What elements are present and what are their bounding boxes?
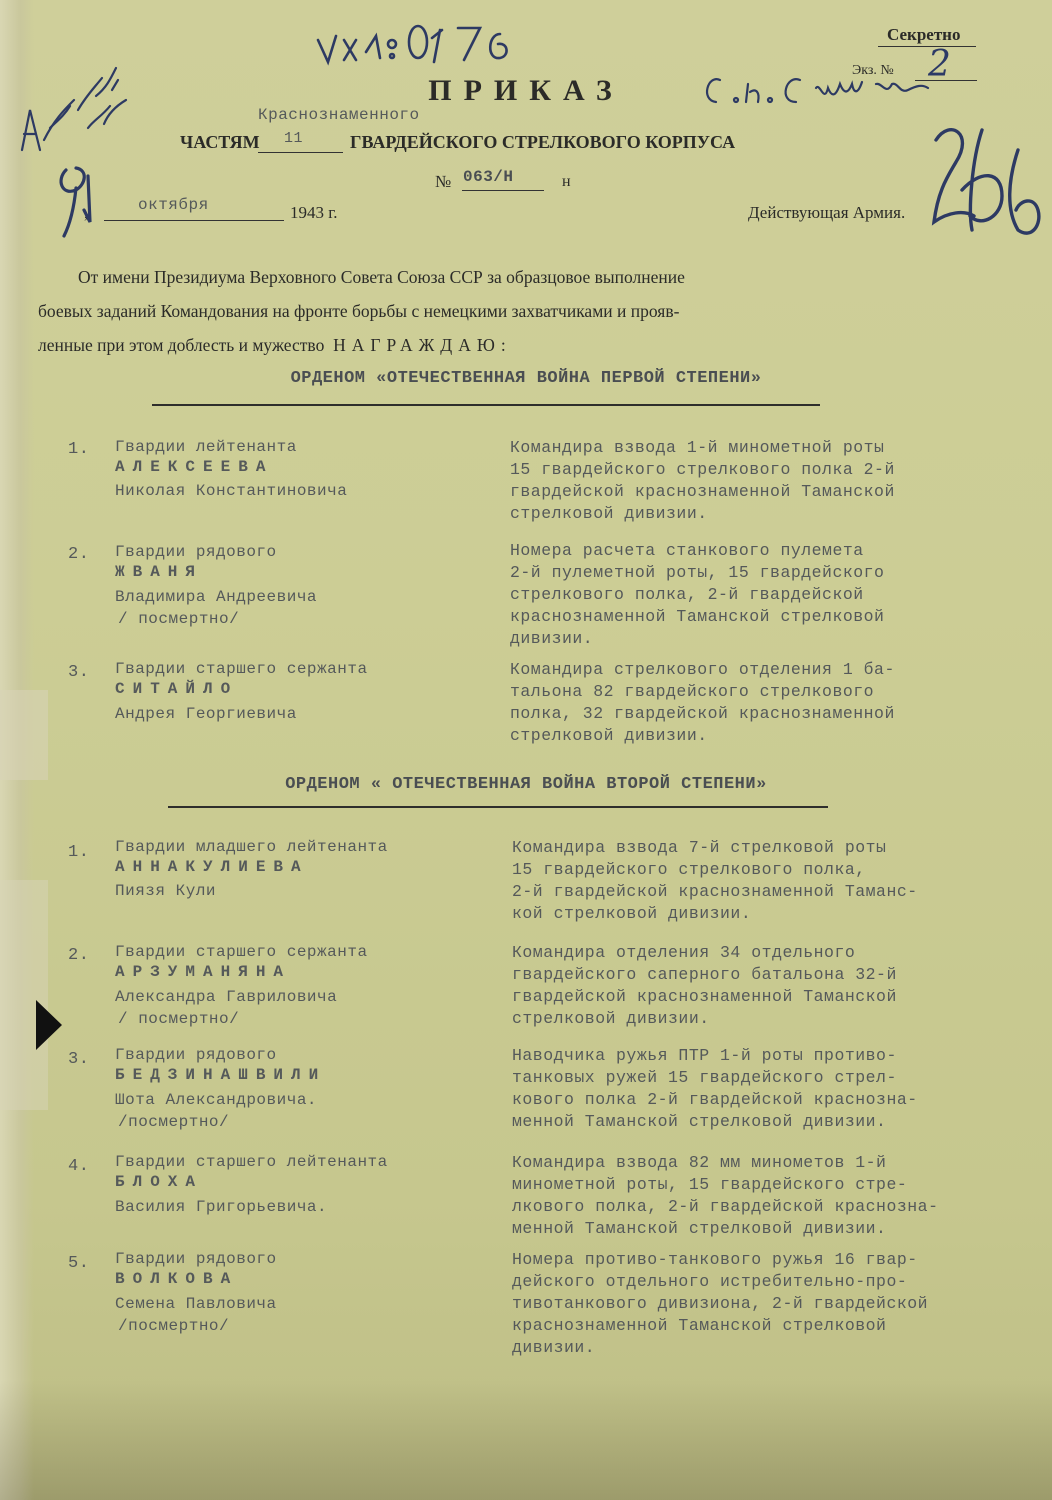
entry-rank: Гвардии рядового: [115, 1046, 277, 1064]
corps-adjective: Краснознаменного: [258, 106, 420, 124]
entry-rank: Гвардии лейтенанта: [115, 438, 297, 456]
entry-description-line: краснознаменной Таманской стрелковой: [510, 607, 885, 626]
entry-surname: ВОЛКОВА: [115, 1270, 239, 1288]
entry-description-line: стрелковой дивизии.: [510, 726, 708, 745]
entry-surname: АННАКУЛИЕВА: [115, 858, 309, 876]
entry-posthumous: /посмертно/: [118, 1113, 230, 1131]
entry-description-line: стрелкового полка, 2-й гвардейской: [510, 585, 864, 604]
entry-name: Семена Павловича: [115, 1295, 277, 1313]
intro-paragraph: [38, 260, 998, 362]
order-heading: ОРДЕНОМ « ОТЕЧЕСТВЕННАЯ ВОЙНА ВТОРОЙ СТЕПЕНИ»: [285, 775, 767, 794]
entry-number: 3.: [68, 1050, 90, 1069]
intro-line: боевых заданий Командования на фронте борьбы с немецкими захватчиками и прояв-: [38, 301, 680, 321]
entry-rank: Гвардии рядового: [115, 1250, 277, 1268]
entry-number: 2.: [68, 946, 90, 965]
entry-description-line: дивизии.: [512, 1338, 596, 1357]
page-title: ПРИКАЗ: [428, 74, 624, 107]
entry-description-line: 15 гвардейского стрелкового полка 2-й: [510, 460, 895, 479]
entry-name: Александра Гавриловича: [115, 988, 338, 1006]
award-verb: НАГРАЖДАЮ:: [333, 335, 512, 355]
entry-name: Василия Григорьевича.: [115, 1198, 328, 1216]
entry-description-line: минометной роты, 15 гвардейского стре-: [512, 1175, 908, 1194]
entry-description-line: стрелковой дивизии.: [510, 504, 708, 523]
entry-description-line: гвардейской краснознаменной Таманской: [510, 482, 895, 501]
entry-description-line: Наводчика ружья ПТР 1-й роты противо-: [512, 1046, 897, 1065]
order-number: 063/Н: [463, 168, 514, 186]
entry-description-line: кой стрелковой дивизии.: [512, 904, 752, 923]
entry-rank: Гвардии старшего лейтенанта: [115, 1153, 388, 1171]
intro-line: [38, 328, 998, 362]
registry-number-handwriting: [934, 130, 1039, 233]
entry-posthumous: /посмертно/: [118, 1317, 230, 1335]
entry-description-line: полка, 32 гвардейской краснознаменной: [510, 704, 895, 723]
entry-description-line: танковых ружей 15 гвардейского стрел-: [512, 1068, 897, 1087]
entry-description-line: тивотанкового дивизиона, 2-й гвардейской: [512, 1294, 929, 1313]
date-quote: „: [84, 205, 92, 222]
corps-number: 11: [284, 130, 304, 147]
entry-description-line: менной Таманской стрелковой дивизии.: [512, 1112, 887, 1131]
side-note-handwriting: [22, 68, 126, 150]
entry-posthumous: / посмертно/: [118, 1010, 240, 1028]
units-suffix: ГВАРДЕЙСКОГО СТРЕЛКОВОГО КОРПУСА: [350, 132, 736, 152]
entry-name: Пиязя Кули: [115, 882, 217, 900]
entry-description-line: Командира отделения 34 отдельного: [512, 943, 856, 962]
entry-name: Владимира Андреевича: [115, 588, 318, 606]
entry-surname: АРЗУМАНЯНА: [115, 963, 292, 981]
entry-surname: АЛЕКСЕЕВА: [115, 458, 274, 476]
torn-edge: [0, 690, 48, 780]
heading-rule: [168, 806, 828, 808]
entry-name: Шота Александровича.: [115, 1091, 318, 1109]
place-label: Действующая Армия.: [748, 203, 906, 222]
entry-description-line: дивизии.: [510, 629, 594, 648]
entry-surname: БЕДЗИНАШВИЛИ: [115, 1066, 327, 1084]
order-number-label: №: [435, 172, 452, 191]
entry-description-line: стрелковой дивизии.: [512, 1009, 710, 1028]
entry-description-line: Номера расчета станкового пулемета: [510, 541, 864, 560]
entry-description-line: 2-й гвардейской краснознаменной Таманс-: [512, 882, 918, 901]
entry-description-line: краснознаменной Таманской стрелковой: [512, 1316, 887, 1335]
copy-number-label: Экз. №: [852, 63, 894, 78]
units-prefix: ЧАСТЯМ: [180, 132, 260, 152]
order-number-suffix: н: [562, 173, 571, 190]
incoming-number-handwriting: [318, 26, 507, 62]
heading-rule: [152, 404, 820, 406]
entry-surname: БЛОХА: [115, 1173, 204, 1191]
entry-description-line: Командира стрелкового отделения 1 ба-: [510, 660, 895, 679]
entry-number: 1.: [68, 843, 90, 862]
order-heading: ОРДЕНОМ «ОТЕЧЕСТВЕННАЯ ВОЙНА ПЕРВОЙ СТЕПЕНИ»: [290, 369, 762, 388]
copy-number: 2: [928, 44, 951, 85]
entry-description-line: Командира взвода 1-й минометной роты: [510, 438, 885, 457]
entry-name: Николая Константиновича: [115, 482, 348, 500]
entry-description-line: гвардейского саперного батальона 32-й: [512, 965, 897, 984]
entry-description-line: тальона 82 гвардейского стрелкового: [510, 682, 875, 701]
entry-rank: Гвардии старшего сержанта: [115, 943, 368, 961]
date-month: октября: [138, 196, 209, 214]
entry-description-line: Командира взвода 7-й стрелковой роты: [512, 838, 887, 857]
torn-edge: [0, 880, 48, 1110]
paper-shadow: [0, 1380, 1052, 1500]
initials-handwriting: [707, 79, 928, 102]
entry-description-line: дейского отдельного истребительно-про-: [512, 1272, 908, 1291]
day-number-handwriting: [61, 168, 90, 236]
entry-rank: Гвардии старшего сержанта: [115, 660, 368, 678]
entry-description-line: лкового полка, 2-й гвардейской краснозна-: [512, 1197, 939, 1216]
entry-name: Андрея Георгиевича: [115, 705, 297, 723]
entry-surname: ЖВАНЯ: [115, 563, 204, 581]
entry-surname: СИТАЙЛО: [115, 680, 239, 698]
date-year: 1943 г.: [290, 203, 338, 222]
entry-rank: Гвардии младшего лейтенанта: [115, 838, 388, 856]
entry-number: 4.: [68, 1157, 90, 1176]
entry-description-line: Командира взвода 82 мм минометов 1-й: [512, 1153, 887, 1172]
entry-number: 3.: [68, 663, 90, 682]
entry-rank: Гвардии рядового: [115, 543, 277, 561]
handwriting-layer: [0, 0, 1052, 260]
entry-description-line: кового полка 2-й гвардейской краснозна-: [512, 1090, 918, 1109]
entry-description-line: Номера противо-танкового ружья 16 гвар-: [512, 1250, 918, 1269]
entry-number: 5.: [68, 1254, 90, 1273]
entry-number: 1.: [68, 440, 90, 459]
entry-description-line: менной Таманской стрелковой дивизии.: [512, 1219, 887, 1238]
intro-line: От имени Президиума Верховного Совета Союза ССР за образцовое выполнение: [78, 267, 685, 287]
entry-number: 2.: [68, 545, 90, 564]
entry-description-line: 2-й пулеметной роты, 15 гвардейского: [510, 563, 885, 582]
secrecy-stamp: Секретно: [887, 25, 961, 44]
entry-posthumous: / посмертно/: [118, 610, 240, 628]
entry-description-line: 15 гвардейского стрелкового полка,: [512, 860, 866, 879]
intro-line-text: ленные при этом доблесть и мужество: [38, 335, 325, 355]
entry-description-line: гвардейской краснознаменной Таманской: [512, 987, 897, 1006]
